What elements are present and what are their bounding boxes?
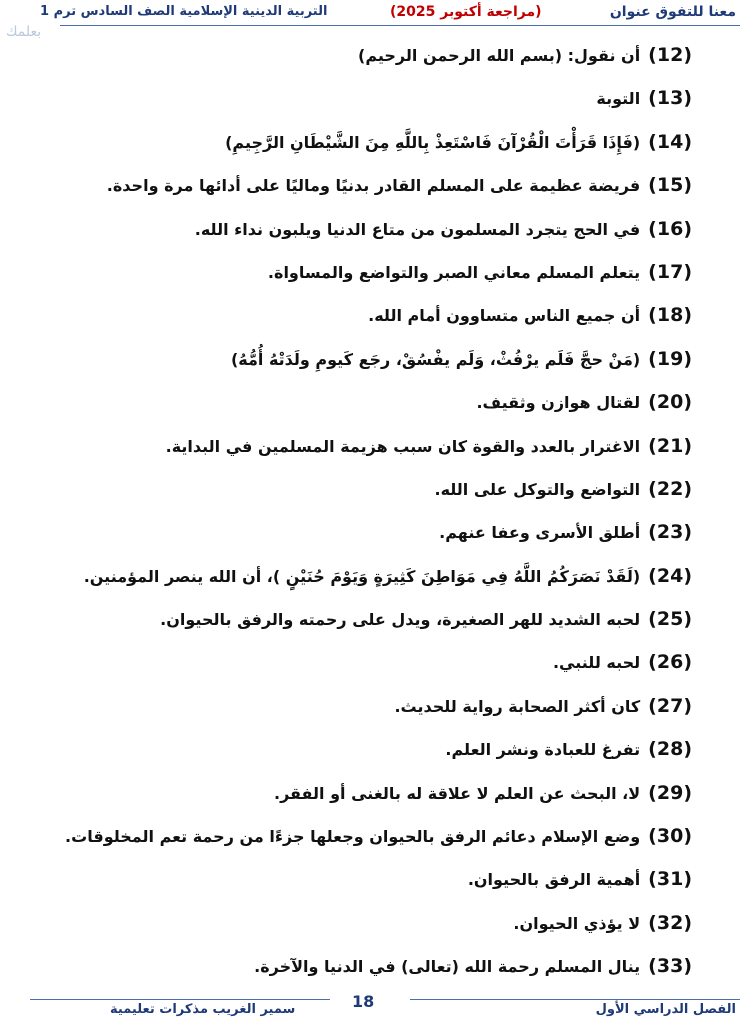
item-text: ينال المسلم رحمة الله (تعالى) في الدنيا والآخرة. bbox=[254, 957, 641, 977]
item-text: يتعلم المسلم معاني الصبر والتواضع والمساواة. bbox=[267, 262, 641, 282]
list-item bbox=[32, 127, 692, 170]
item-text: لا، البحث عن العلم لا علاقة له بالغنى أو الفقر. bbox=[273, 783, 641, 803]
list-item bbox=[32, 300, 692, 343]
item-text: وضع الإسلام دعائم الرفق بالحيوان وجعلها جزءًا من رحمة تعم المخلوقات. bbox=[65, 827, 641, 847]
page-header bbox=[0, 0, 750, 30]
item-text: (مَنْ حجَّ فَلَم يرْفُثْ، وَلَم يفْسُقْ، رجَع كَيومِ ولَدَتْهُ أُمُّهُ) bbox=[230, 349, 641, 369]
item-number: (16) bbox=[648, 217, 692, 240]
item-text: لحبه الشديد للهر الصغيرة، ويدل على رحمته والرفق بالحيوان. bbox=[160, 610, 641, 630]
page-number: 18 bbox=[352, 992, 375, 1011]
list-item bbox=[32, 40, 692, 83]
item-number: (17) bbox=[648, 260, 692, 283]
item-number: (33) bbox=[648, 955, 692, 978]
item-text: لحبه للنبي. bbox=[552, 653, 641, 673]
item-number: (25) bbox=[648, 608, 692, 631]
watermark-logo-text: بعلمك bbox=[6, 24, 42, 40]
item-text: التوبة bbox=[596, 89, 641, 109]
item-text: أطلق الأسرى وعفا عنهم. bbox=[439, 523, 641, 543]
footer-author: سمير الغريب مذكرات تعليمية bbox=[110, 1002, 296, 1017]
list-item bbox=[32, 864, 692, 907]
header-divider bbox=[60, 25, 740, 26]
item-text: لا يؤذي الحيوان. bbox=[513, 913, 641, 933]
watermark-logo bbox=[4, 2, 64, 44]
footer-term: الفصل الدراسي الأول bbox=[595, 1002, 736, 1017]
header-subject: التربية الدينية الإسلامية الصف السادس ترم 1 bbox=[40, 4, 328, 19]
list-item bbox=[32, 474, 692, 517]
list-item bbox=[32, 951, 692, 994]
item-number: (14) bbox=[648, 130, 692, 153]
list-item bbox=[32, 647, 692, 690]
item-text: تفرغ للعبادة ونشر العلم. bbox=[445, 740, 641, 760]
item-text: أهمية الرفق بالحيوان. bbox=[467, 870, 641, 890]
item-number: (18) bbox=[648, 304, 692, 327]
footer-divider-left bbox=[30, 999, 330, 1000]
item-text: في الحج يتجرد المسلمون من متاع الدنيا ويلبون نداء الله. bbox=[194, 219, 641, 239]
header-review-title: (مراجعة أكتوبر 2025) bbox=[390, 4, 542, 20]
item-number: (32) bbox=[648, 911, 692, 934]
list-item bbox=[32, 214, 692, 257]
item-text: (لَقَدْ نَصَرَكُمُ اللَّهُ فِي مَوَاطِنَ كَثِيرَةٍ وَيَوْمَ حُنَيْنٍ )، أن الله ينصر المؤمنين. bbox=[83, 566, 641, 586]
item-number: (12) bbox=[648, 44, 692, 66]
list-item bbox=[32, 257, 692, 300]
item-text: لقتال هوازن وثقيف. bbox=[476, 393, 641, 413]
item-number: (20) bbox=[648, 391, 692, 414]
item-text: (فَإِذَا قَرَأْتَ الْقُرْآنَ فَاسْتَعِذْ بِاللَّهِ مِنَ الشَّيْطَانِ الرَّجِيمِ) bbox=[225, 132, 641, 152]
list-item bbox=[32, 561, 692, 604]
list-item bbox=[32, 431, 692, 474]
footer-divider-right bbox=[410, 999, 740, 1000]
item-text: أن نقول: (بسم الله الرحمن الرحيم) bbox=[358, 46, 641, 65]
item-number: (27) bbox=[648, 694, 692, 717]
item-text: الاغترار بالعدد والقوة كان سبب هزيمة المسلمين في البداية. bbox=[165, 436, 641, 456]
item-number: (13) bbox=[648, 87, 692, 110]
list-item bbox=[32, 778, 692, 821]
item-number: (26) bbox=[648, 651, 692, 674]
list-item bbox=[32, 344, 692, 387]
item-text: كان أكثر الصحابة رواية للحديث. bbox=[394, 696, 641, 716]
item-number: (15) bbox=[648, 174, 692, 197]
list-item bbox=[32, 387, 692, 430]
item-text: أن جميع الناس متساوون أمام الله. bbox=[368, 306, 641, 326]
item-number: (31) bbox=[648, 868, 692, 891]
list-item bbox=[32, 604, 692, 647]
item-number: (19) bbox=[648, 347, 692, 370]
list-item bbox=[32, 734, 692, 777]
item-number: (28) bbox=[648, 738, 692, 761]
item-number: (29) bbox=[648, 781, 692, 804]
answers-list bbox=[32, 40, 692, 995]
item-text: فريضة عظيمة على المسلم القادر بدنيًا وماليًا على أدائها مرة واحدة. bbox=[106, 176, 641, 196]
page-footer bbox=[0, 990, 750, 1025]
list-item bbox=[32, 821, 692, 864]
item-number: (22) bbox=[648, 477, 692, 500]
item-number: (21) bbox=[648, 434, 692, 457]
list-item bbox=[32, 908, 692, 951]
item-number: (30) bbox=[648, 825, 692, 848]
list-item bbox=[32, 170, 692, 213]
item-number: (24) bbox=[648, 564, 692, 587]
item-text: التواضع والتوكل على الله. bbox=[434, 479, 641, 499]
header-slogan: معنا للتفوق عنوان bbox=[609, 4, 736, 20]
list-item bbox=[32, 517, 692, 560]
list-item bbox=[32, 83, 692, 126]
list-item bbox=[32, 691, 692, 734]
item-number: (23) bbox=[648, 521, 692, 544]
